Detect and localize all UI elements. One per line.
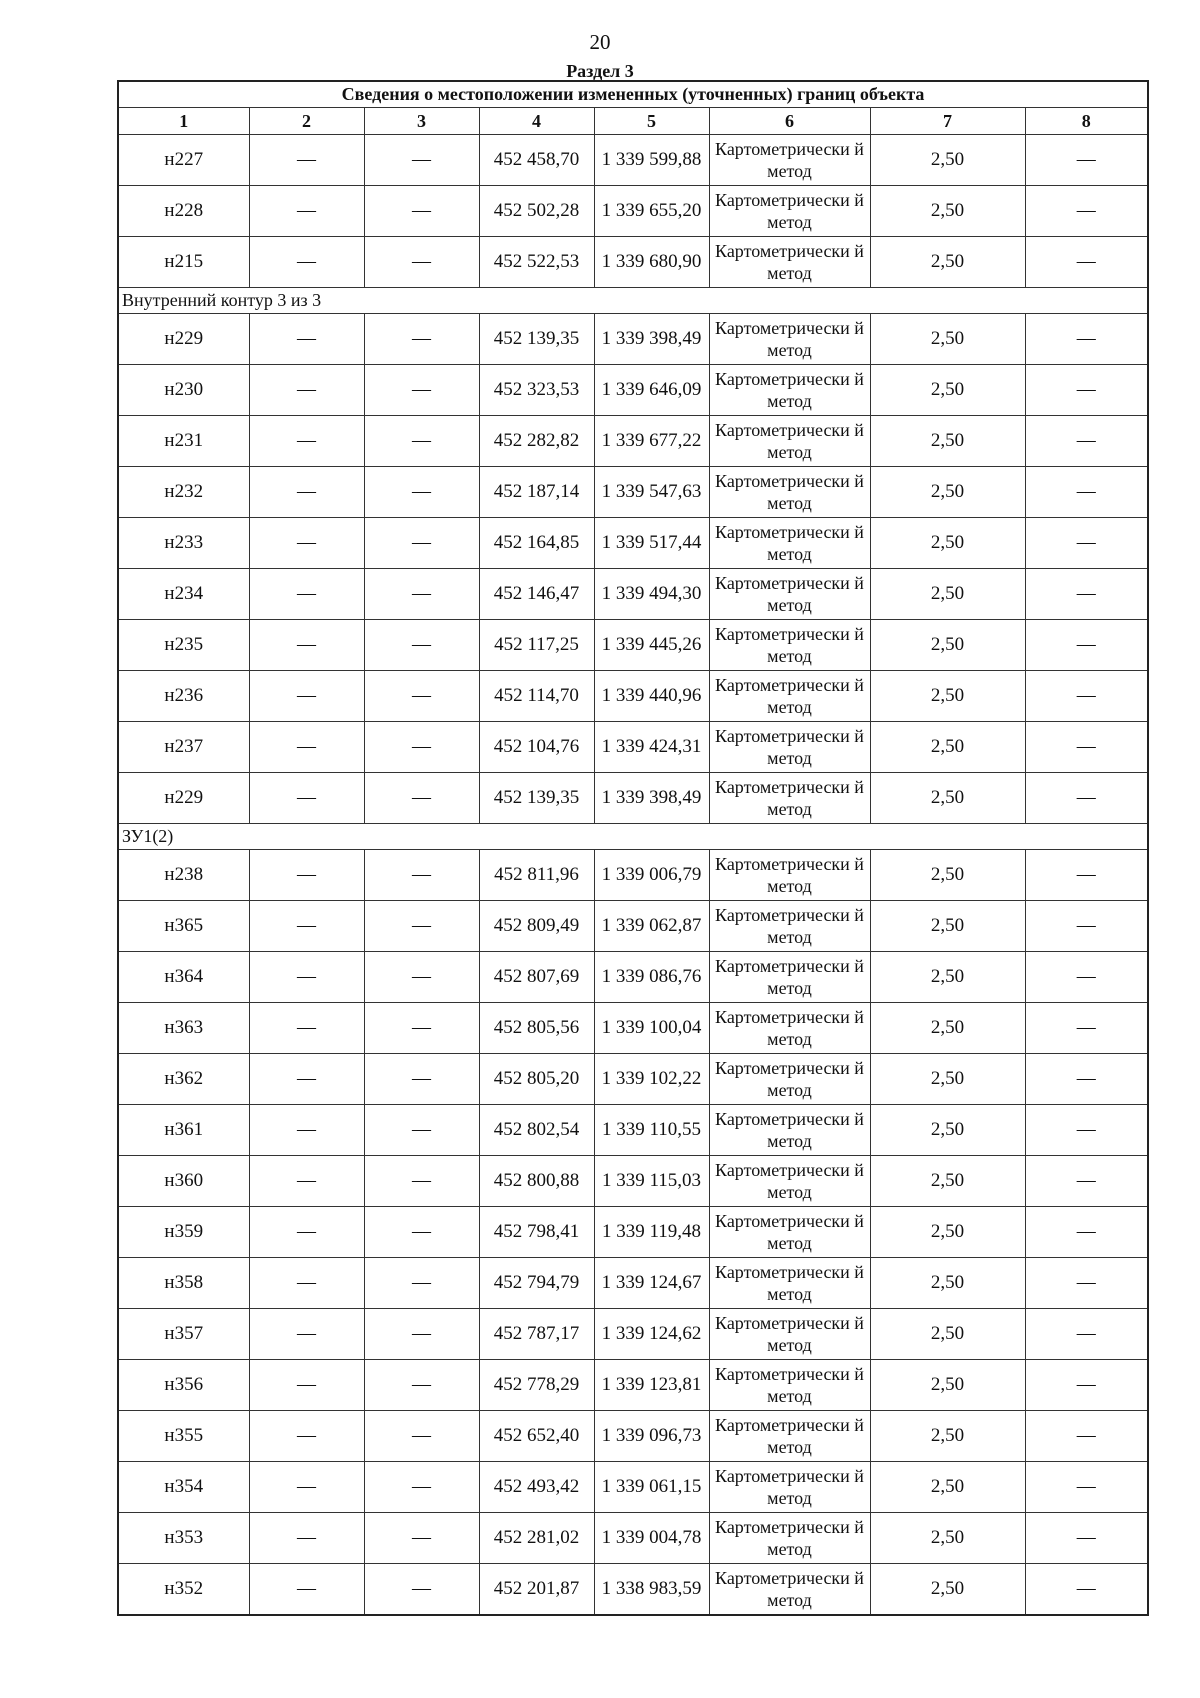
y-coordinate-cell: 1 339 680,90 (594, 237, 709, 288)
y-coordinate-cell: 1 339 124,67 (594, 1258, 709, 1309)
accuracy-cell: 2,50 (870, 1513, 1025, 1564)
table-row (118, 314, 1148, 365)
cell: — (1025, 1156, 1148, 1207)
cell: — (1025, 1411, 1148, 1462)
table-row (118, 850, 1148, 901)
cell: — (1025, 1003, 1148, 1054)
cell: — (249, 1360, 364, 1411)
table-row (118, 1054, 1148, 1105)
point-id-cell: н227 (118, 135, 249, 186)
cell: — (1025, 569, 1148, 620)
table-row (118, 1207, 1148, 1258)
cell: — (249, 237, 364, 288)
cell: — (249, 569, 364, 620)
cell: — (364, 416, 479, 467)
y-coordinate-cell: 1 339 110,55 (594, 1105, 709, 1156)
accuracy-cell: 2,50 (870, 518, 1025, 569)
cell: — (364, 620, 479, 671)
accuracy-cell: 2,50 (870, 1258, 1025, 1309)
x-coordinate-cell: 452 164,85 (479, 518, 594, 569)
point-id-cell: н353 (118, 1513, 249, 1564)
y-coordinate-cell: 1 339 445,26 (594, 620, 709, 671)
method-cell: Картометрически й метод (709, 1360, 870, 1411)
x-coordinate-cell: 452 805,20 (479, 1054, 594, 1105)
cell: — (249, 620, 364, 671)
cell: — (1025, 850, 1148, 901)
method-cell: Картометрически й метод (709, 722, 870, 773)
table-row (118, 237, 1148, 288)
section-title: Раздел 3 (566, 61, 634, 81)
table-row (118, 1258, 1148, 1309)
y-coordinate-cell: 1 339 006,79 (594, 850, 709, 901)
point-id-cell: н232 (118, 467, 249, 518)
y-coordinate-cell: 1 339 517,44 (594, 518, 709, 569)
cell: — (249, 850, 364, 901)
cell: — (364, 901, 479, 952)
column-header: 7 (870, 108, 1025, 135)
cell: — (364, 314, 479, 365)
group-label: ЗУ1(2) (118, 824, 1148, 850)
accuracy-cell: 2,50 (870, 365, 1025, 416)
column-header: 3 (364, 108, 479, 135)
group-label: Внутренний контур 3 из 3 (118, 288, 1148, 314)
cell: — (249, 722, 364, 773)
accuracy-cell: 2,50 (870, 1105, 1025, 1156)
table-row (118, 671, 1148, 722)
cell: — (249, 952, 364, 1003)
cell: — (1025, 901, 1148, 952)
column-header: 5 (594, 108, 709, 135)
accuracy-cell: 2,50 (870, 314, 1025, 365)
point-id-cell: н354 (118, 1462, 249, 1513)
method-cell: Картометрически й метод (709, 518, 870, 569)
accuracy-cell: 2,50 (870, 671, 1025, 722)
accuracy-cell: 2,50 (870, 467, 1025, 518)
y-coordinate-cell: 1 339 599,88 (594, 135, 709, 186)
cell: — (249, 1462, 364, 1513)
y-coordinate-cell: 1 339 119,48 (594, 1207, 709, 1258)
point-id-cell: н234 (118, 569, 249, 620)
cell: — (1025, 135, 1148, 186)
cell: — (1025, 467, 1148, 518)
x-coordinate-cell: 452 323,53 (479, 365, 594, 416)
cell: — (364, 722, 479, 773)
table-row (118, 773, 1148, 824)
cell: — (1025, 416, 1148, 467)
point-id-cell: н229 (118, 773, 249, 824)
x-coordinate-cell: 452 458,70 (479, 135, 594, 186)
table-body (118, 135, 1148, 1616)
cell: — (1025, 314, 1148, 365)
table-row (118, 722, 1148, 773)
method-cell: Картометрически й метод (709, 773, 870, 824)
method-cell: Картометрически й метод (709, 467, 870, 518)
cell: — (1025, 1207, 1148, 1258)
cell: — (249, 1309, 364, 1360)
point-id-cell: н359 (118, 1207, 249, 1258)
cell: — (249, 773, 364, 824)
cell: — (1025, 773, 1148, 824)
x-coordinate-cell: 452 493,42 (479, 1462, 594, 1513)
y-coordinate-cell: 1 339 102,22 (594, 1054, 709, 1105)
cell: — (249, 365, 364, 416)
y-coordinate-cell: 1 339 123,81 (594, 1360, 709, 1411)
cell: — (249, 1564, 364, 1616)
cell: — (364, 135, 479, 186)
x-coordinate-cell: 452 794,79 (479, 1258, 594, 1309)
cell: — (1025, 1564, 1148, 1616)
point-id-cell: н235 (118, 620, 249, 671)
cell: — (364, 1462, 479, 1513)
cell: — (1025, 1462, 1148, 1513)
accuracy-cell: 2,50 (870, 1054, 1025, 1105)
accuracy-cell: 2,50 (870, 1411, 1025, 1462)
accuracy-cell: 2,50 (870, 135, 1025, 186)
x-coordinate-cell: 452 802,54 (479, 1105, 594, 1156)
method-cell: Картометрически й метод (709, 1105, 870, 1156)
point-id-cell: н364 (118, 952, 249, 1003)
point-id-cell: н230 (118, 365, 249, 416)
cell: — (249, 1003, 364, 1054)
accuracy-cell: 2,50 (870, 952, 1025, 1003)
boundary-table (117, 80, 1149, 1616)
accuracy-cell: 2,50 (870, 620, 1025, 671)
method-cell: Картометрически й метод (709, 186, 870, 237)
cell: — (249, 1207, 364, 1258)
cell: — (249, 135, 364, 186)
y-coordinate-cell: 1 339 677,22 (594, 416, 709, 467)
x-coordinate-cell: 452 502,28 (479, 186, 594, 237)
point-id-cell: н352 (118, 1564, 249, 1616)
cell: — (1025, 1309, 1148, 1360)
method-cell: Картометрически й метод (709, 365, 870, 416)
cell: — (364, 1105, 479, 1156)
cell: — (1025, 1054, 1148, 1105)
y-coordinate-cell: 1 339 115,03 (594, 1156, 709, 1207)
x-coordinate-cell: 452 522,53 (479, 237, 594, 288)
cell: — (1025, 237, 1148, 288)
x-coordinate-cell: 452 114,70 (479, 671, 594, 722)
method-cell: Картометрически й метод (709, 1564, 870, 1616)
point-id-cell: н356 (118, 1360, 249, 1411)
cell: — (364, 1207, 479, 1258)
table-row (118, 901, 1148, 952)
table-row (118, 1156, 1148, 1207)
table-row (118, 518, 1148, 569)
cell: — (249, 186, 364, 237)
accuracy-cell: 2,50 (870, 722, 1025, 773)
column-header: 2 (249, 108, 364, 135)
y-coordinate-cell: 1 339 096,73 (594, 1411, 709, 1462)
cell: — (249, 518, 364, 569)
cell: — (364, 1258, 479, 1309)
method-cell: Картометрически й метод (709, 314, 870, 365)
point-id-cell: н228 (118, 186, 249, 237)
cell: — (364, 365, 479, 416)
x-coordinate-cell: 452 805,56 (479, 1003, 594, 1054)
x-coordinate-cell: 452 652,40 (479, 1411, 594, 1462)
x-coordinate-cell: 452 811,96 (479, 850, 594, 901)
method-cell: Картометрически й метод (709, 1054, 870, 1105)
accuracy-cell: 2,50 (870, 569, 1025, 620)
point-id-cell: н355 (118, 1411, 249, 1462)
table-row (118, 467, 1148, 518)
x-coordinate-cell: 452 800,88 (479, 1156, 594, 1207)
point-id-cell: н236 (118, 671, 249, 722)
accuracy-cell: 2,50 (870, 1207, 1025, 1258)
table-row (118, 620, 1148, 671)
accuracy-cell: 2,50 (870, 186, 1025, 237)
cell: — (1025, 1105, 1148, 1156)
point-id-cell: н215 (118, 237, 249, 288)
cell: — (364, 1156, 479, 1207)
y-coordinate-cell: 1 339 061,15 (594, 1462, 709, 1513)
cell: — (364, 773, 479, 824)
cell: — (364, 467, 479, 518)
accuracy-cell: 2,50 (870, 1156, 1025, 1207)
accuracy-cell: 2,50 (870, 773, 1025, 824)
page-number: 20 (589, 30, 611, 54)
x-coordinate-cell: 452 104,76 (479, 722, 594, 773)
cell: — (364, 1003, 479, 1054)
group-label-row (118, 288, 1148, 314)
y-coordinate-cell: 1 339 124,62 (594, 1309, 709, 1360)
table-row (118, 952, 1148, 1003)
y-coordinate-cell: 1 339 424,31 (594, 722, 709, 773)
cell: — (249, 467, 364, 518)
point-id-cell: н357 (118, 1309, 249, 1360)
accuracy-cell: 2,50 (870, 1003, 1025, 1054)
x-coordinate-cell: 452 807,69 (479, 952, 594, 1003)
method-cell: Картометрически й метод (709, 1258, 870, 1309)
accuracy-cell: 2,50 (870, 850, 1025, 901)
cell: — (364, 518, 479, 569)
point-id-cell: н360 (118, 1156, 249, 1207)
y-coordinate-cell: 1 339 100,04 (594, 1003, 709, 1054)
table-row (118, 135, 1148, 186)
cell: — (1025, 518, 1148, 569)
method-cell: Картометрически й метод (709, 1462, 870, 1513)
y-coordinate-cell: 1 339 547,63 (594, 467, 709, 518)
method-cell: Картометрически й метод (709, 671, 870, 722)
y-coordinate-cell: 1 338 983,59 (594, 1564, 709, 1616)
y-coordinate-cell: 1 339 494,30 (594, 569, 709, 620)
point-id-cell: н365 (118, 901, 249, 952)
cell: — (249, 1411, 364, 1462)
accuracy-cell: 2,50 (870, 1564, 1025, 1616)
method-cell: Картометрически й метод (709, 1411, 870, 1462)
cell: — (1025, 952, 1148, 1003)
cell: — (364, 1360, 479, 1411)
x-coordinate-cell: 452 787,17 (479, 1309, 594, 1360)
cell: — (364, 1411, 479, 1462)
x-coordinate-cell: 452 281,02 (479, 1513, 594, 1564)
cell: — (1025, 1258, 1148, 1309)
cell: — (249, 901, 364, 952)
cell: — (364, 237, 479, 288)
point-id-cell: н233 (118, 518, 249, 569)
cell: — (364, 1309, 479, 1360)
column-header-row (118, 108, 1148, 135)
method-cell: Картометрически й метод (709, 416, 870, 467)
table-row (118, 416, 1148, 467)
table-row (118, 186, 1148, 237)
cell: — (1025, 1513, 1148, 1564)
point-id-cell: н238 (118, 850, 249, 901)
x-coordinate-cell: 452 139,35 (479, 773, 594, 824)
x-coordinate-cell: 452 778,29 (479, 1360, 594, 1411)
cell: — (1025, 620, 1148, 671)
table-row (118, 1360, 1148, 1411)
table-caption: Сведения о местоположении измененных (уточненных) границ объекта (118, 81, 1148, 108)
y-coordinate-cell: 1 339 086,76 (594, 952, 709, 1003)
table-row (118, 1411, 1148, 1462)
cell: — (364, 569, 479, 620)
cell: — (249, 1156, 364, 1207)
x-coordinate-cell: 452 809,49 (479, 901, 594, 952)
y-coordinate-cell: 1 339 440,96 (594, 671, 709, 722)
cell: — (364, 671, 479, 722)
accuracy-cell: 2,50 (870, 237, 1025, 288)
x-coordinate-cell: 452 798,41 (479, 1207, 594, 1258)
cell: — (249, 671, 364, 722)
x-coordinate-cell: 452 187,14 (479, 467, 594, 518)
cell: — (1025, 722, 1148, 773)
column-header: 1 (118, 108, 249, 135)
cell: — (1025, 1360, 1148, 1411)
cell: — (249, 314, 364, 365)
x-coordinate-cell: 452 139,35 (479, 314, 594, 365)
x-coordinate-cell: 452 146,47 (479, 569, 594, 620)
cell: — (249, 1105, 364, 1156)
table-row (118, 1309, 1148, 1360)
y-coordinate-cell: 1 339 398,49 (594, 314, 709, 365)
table-row (118, 365, 1148, 416)
accuracy-cell: 2,50 (870, 1360, 1025, 1411)
y-coordinate-cell: 1 339 655,20 (594, 186, 709, 237)
method-cell: Картометрически й метод (709, 1513, 870, 1564)
point-id-cell: н362 (118, 1054, 249, 1105)
point-id-cell: н237 (118, 722, 249, 773)
cell: — (364, 850, 479, 901)
cell: — (1025, 365, 1148, 416)
y-coordinate-cell: 1 339 646,09 (594, 365, 709, 416)
accuracy-cell: 2,50 (870, 416, 1025, 467)
accuracy-cell: 2,50 (870, 901, 1025, 952)
point-id-cell: н231 (118, 416, 249, 467)
point-id-cell: н361 (118, 1105, 249, 1156)
cell: — (249, 416, 364, 467)
table-row (118, 569, 1148, 620)
point-id-cell: н229 (118, 314, 249, 365)
y-coordinate-cell: 1 339 062,87 (594, 901, 709, 952)
group-label-row (118, 824, 1148, 850)
method-cell: Картометрически й метод (709, 1207, 870, 1258)
cell: — (364, 1564, 479, 1616)
y-coordinate-cell: 1 339 004,78 (594, 1513, 709, 1564)
method-cell: Картометрически й метод (709, 569, 870, 620)
cell: — (1025, 186, 1148, 237)
method-cell: Картометрически й метод (709, 237, 870, 288)
method-cell: Картометрически й метод (709, 1156, 870, 1207)
point-id-cell: н358 (118, 1258, 249, 1309)
point-id-cell: н363 (118, 1003, 249, 1054)
x-coordinate-cell: 452 117,25 (479, 620, 594, 671)
column-header: 4 (479, 108, 594, 135)
cell: — (249, 1513, 364, 1564)
method-cell: Картометрически й метод (709, 901, 870, 952)
cell: — (364, 1054, 479, 1105)
table-row (118, 1513, 1148, 1564)
cell: — (249, 1054, 364, 1105)
cell: — (1025, 671, 1148, 722)
cell: — (364, 186, 479, 237)
cell: — (249, 1258, 364, 1309)
column-header: 8 (1025, 108, 1148, 135)
table-row (118, 1003, 1148, 1054)
table-row (118, 1564, 1148, 1616)
method-cell: Картометрически й метод (709, 1309, 870, 1360)
x-coordinate-cell: 452 201,87 (479, 1564, 594, 1616)
table-row (118, 1462, 1148, 1513)
column-header: 6 (709, 108, 870, 135)
accuracy-cell: 2,50 (870, 1462, 1025, 1513)
method-cell: Картометрически й метод (709, 850, 870, 901)
method-cell: Картометрически й метод (709, 952, 870, 1003)
x-coordinate-cell: 452 282,82 (479, 416, 594, 467)
method-cell: Картометрически й метод (709, 1003, 870, 1054)
cell: — (364, 1513, 479, 1564)
cell: — (364, 952, 479, 1003)
accuracy-cell: 2,50 (870, 1309, 1025, 1360)
method-cell: Картометрически й метод (709, 135, 870, 186)
method-cell: Картометрически й метод (709, 620, 870, 671)
y-coordinate-cell: 1 339 398,49 (594, 773, 709, 824)
table-row (118, 1105, 1148, 1156)
